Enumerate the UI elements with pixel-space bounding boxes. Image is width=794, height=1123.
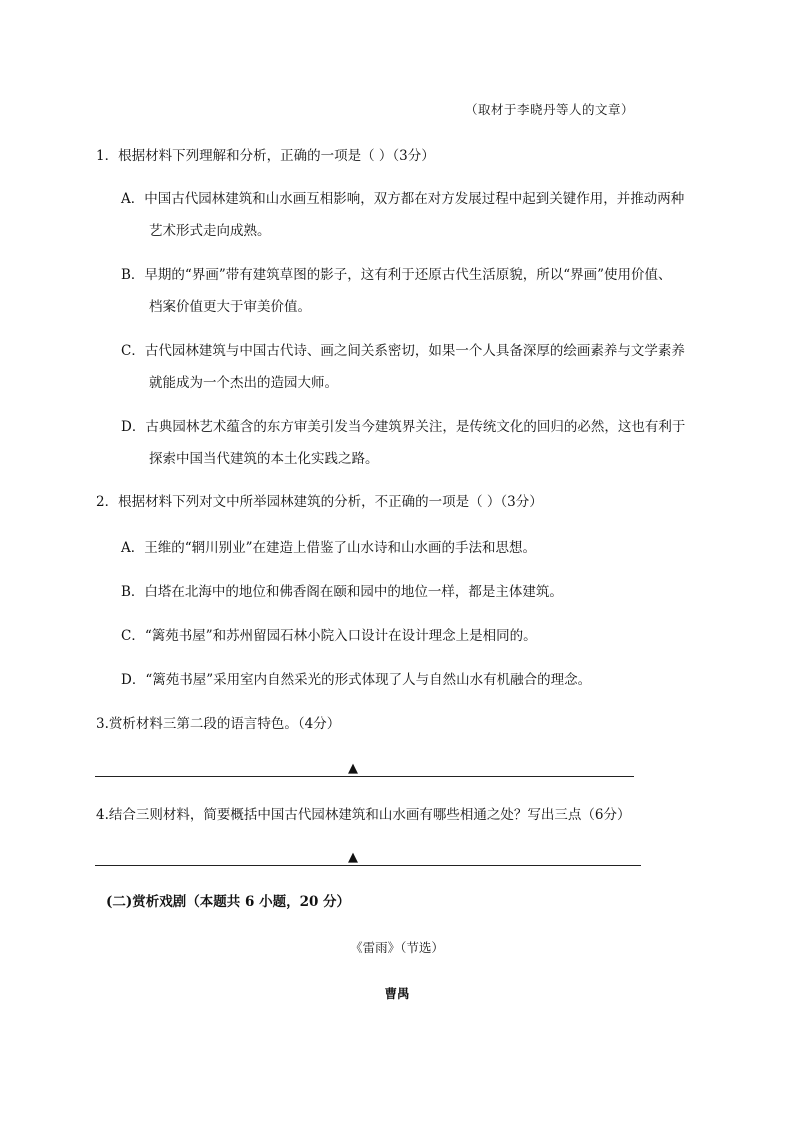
question-1-option-d: D．古典园林艺术蕴含的东方审美引发当今建筑界关注，是传统文化的回归的必然，这也有利于: [121, 419, 686, 435]
question-1-option-b-continued: 档案价值更大于审美价值。: [149, 299, 311, 315]
question-1-stem: 1．根据材料下列理解和分析，正确的一项是（ ）（3分）: [96, 148, 435, 164]
question-2-stem: 2．根据材料下列对文中所举园林建筑的分析，不正确的一项是（ ）（3分）: [96, 494, 543, 510]
question-2-option-d: D．“篱苑书屋”采用室内自然采光的形式体现了人与自然山水有机融合的理念。: [121, 672, 592, 688]
question-2-option-a: A．王维的“辋川别业”在建造上借鉴了山水诗和山水画的手法和思想。: [121, 540, 537, 556]
answer-marker-triangle: ▲: [348, 850, 358, 865]
source-note: （取材于李晓丹等人的文章）: [464, 102, 634, 117]
question-1-option-a: A．中国古代园林建筑和山水画互相影响，双方都在对方发展过程中起到关键作用，并推动两种: [121, 191, 685, 207]
author-name: 曹禺: [384, 986, 410, 1001]
question-3-stem: 3.赏析材料三第二段的语言特色。（4分）: [96, 716, 341, 732]
question-4-answer-line[interactable]: [95, 865, 641, 866]
question-1-option-d-continued: 探索中国当代建筑的本土化实践之路。: [149, 451, 379, 467]
question-1-option-c-continued: 就能成为一个杰出的造园大师。: [149, 375, 338, 391]
section-heading: (二)赏析戏剧（本题共 6 小题，20 分）: [106, 894, 351, 910]
question-1-option-b: B．早期的“界画”带有建筑草图的影子，这有利于还原古代生活原貌，所以“界画”使用价值、: [121, 267, 672, 283]
work-title: 《雷雨》（节选）: [350, 940, 444, 955]
question-1-option-a-continued: 艺术形式走向成熟。: [149, 223, 271, 239]
question-3-answer-line[interactable]: [95, 776, 634, 777]
answer-marker-triangle: ▲: [348, 761, 358, 776]
question-4-stem: 4.结合三则材料，简要概括中国古代园林建筑和山水画有哪些相通之处？写出三点（6分）: [96, 807, 631, 823]
question-1-option-c: C．古代园林建筑与中国古代诗、画之间关系密切，如果一个人具备深厚的绘画素养与文学素养: [121, 343, 685, 359]
question-2-option-b: B．白塔在北海中的地位和佛香阁在颐和园中的地位一样，都是主体建筑。: [121, 584, 563, 600]
question-2-option-c: C．“篱苑书屋”和苏州留园石林小院入口设计在设计理念上是相同的。: [121, 628, 537, 644]
